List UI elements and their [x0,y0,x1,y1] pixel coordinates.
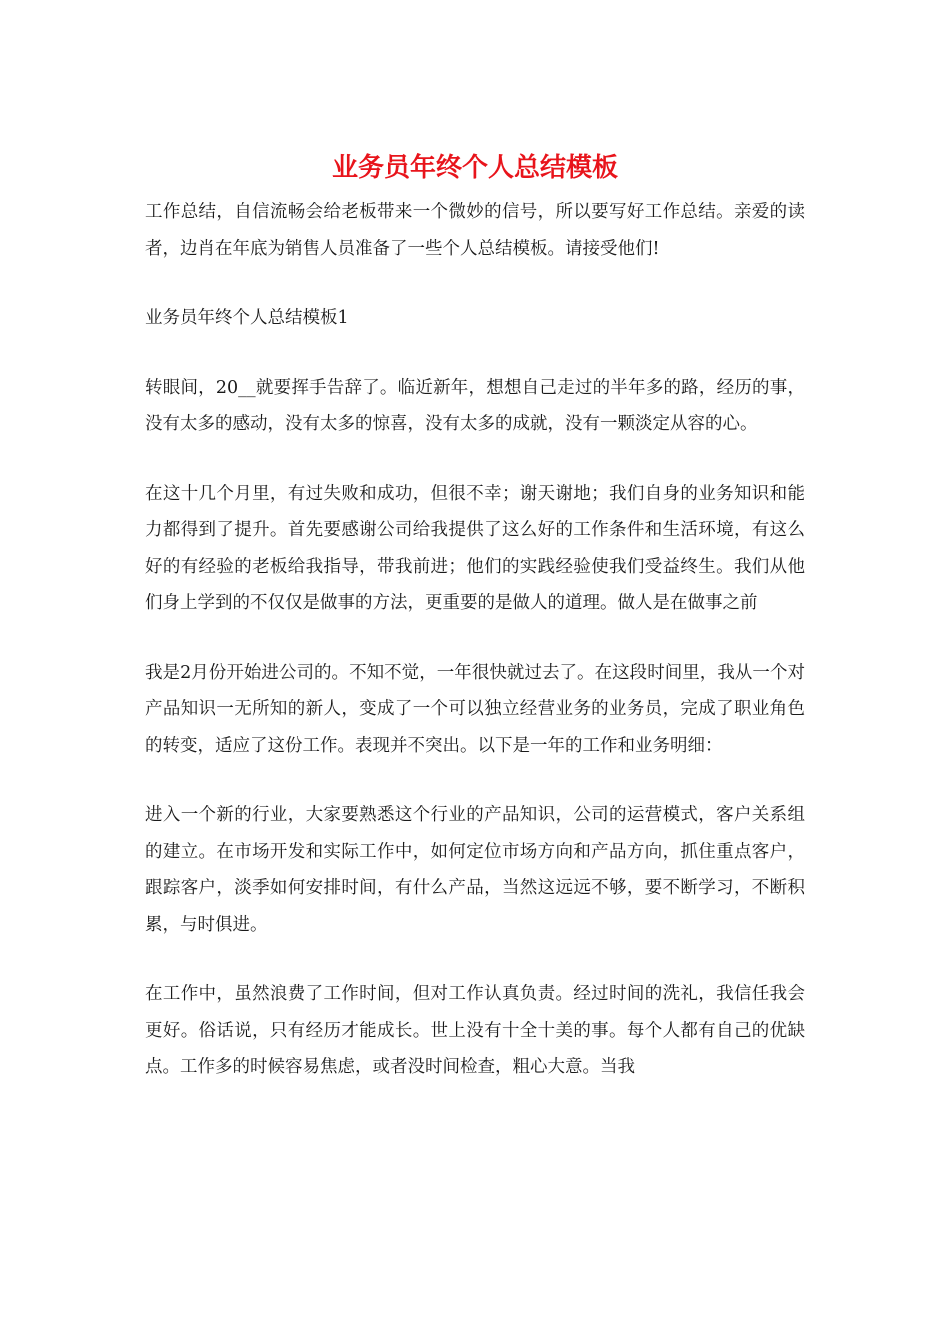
body-paragraph: 在这十几个月里，有过失败和成功，但很不幸；谢天谢地；我们自身的业务知识和能力都得到了提升。首先要感谢公司给我提供了这么好的工作条件和生活环境，有这么好的有经验的老板给我指导，带我前进；他们的实践经验使我们受益终生。我们从他们身上学到的不仅仅是做事的方法，更重要的是做人的道理。做人是在做事之前 [145,483,805,613]
body-paragraph: 在工作中，虽然浪费了工作时间，但对工作认真负责。经过时间的洗礼，我信任我会更好。俗话说，只有经历才能成长。世上没有十全十美的事。每个人都有自己的优缺点。工作多的时候容易焦虑，或者没时间检查，粗心大意。当我 [145,984,805,1077]
body-paragraph: 进入一个新的行业，大家要熟悉这个行业的产品知识，公司的运营模式，客户关系组的建立。在市场开发和实际工作中，如何定位市场方向和产品方向，抓住重点客户，跟踪客户，淡季如何安排时间，有什么产品，当然这远远不够，要不断学习，不断积累，与时俱进。 [145,805,805,935]
section-heading: 业务员年终个人总结模板1 [145,308,349,328]
document-title: 业务员年终个人总结模板 [331,153,618,183]
document-body [145,194,805,1119]
intro-paragraph: 工作总结，自信流畅会给老板带来一个微妙的信号，所以要写好工作总结。亲爱的读者，边肖在年底为销售人员准备了一些个人总结模板。请接受他们! [145,202,805,259]
body-paragraph: 转眼间，20__就要挥手告辞了。临近新年，想想自己走过的半年多的路，经历的事，没有太多的感动，没有太多的惊喜，没有太多的成就，没有一颗淡定从容的心。 [145,377,805,434]
body-paragraph: 我是2月份开始进公司的。不知不觉，一年很快就过去了。在这段时间里，我从一个对产品知识一无所知的新人，变成了一个可以独立经营业务的业务员，完成了职业角色的转变，适应了这份工作。表现并不突出。以下是一年的工作和业务明细： [145,662,805,756]
